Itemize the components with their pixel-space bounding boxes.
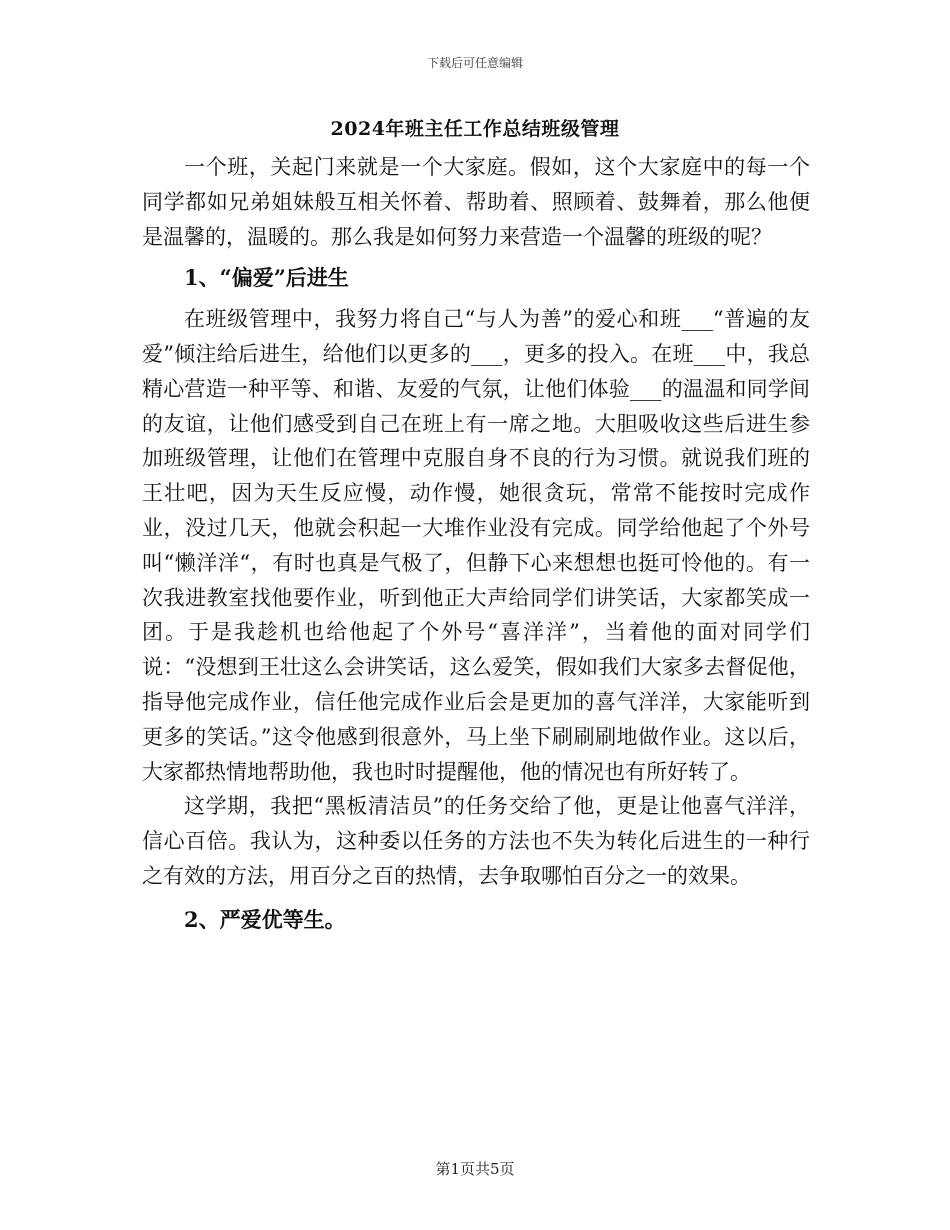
section-heading-2: 2、严爱优等生。 <box>184 906 346 932</box>
section-heading-1: 1、“偏爱”后进生 <box>184 265 349 291</box>
section1-paragraph-1: 在班级管理中，我努力将自己“与人为善”的爱心和班___“普遍的友爱”倾注给后进生，给他们以更多的___，更多的投入。在班___中，我总精心营造一种平等、和谐、友爱的气氛，让他们体验___的温温和同学间的友谊，让他们感受到自己在班上有一席之地。大胆吸收这些后进生参加班级管理，让他们在管理中克服自身不良的行为习惯。就说我们班的王壮吧，因为天生反应慢，动作慢，她很贪玩，常常不能按时完成作业，没过几天，他就会积起一大堆作业没有完成。同学给他起了个外号叫“懒洋洋“，有时也真是气极了，但静下心来想想也挺可怜他的。有一次我进教室找他要作业，听到他正大声给同学们讲笑话，大家都笑成一团。于是我趁机也给他起了个外号“喜洋洋”，当着他的面对同学们说：“没想到王壮这么会讲笑话，这么爱笑，假如我们大家多去督促他，指导他完成作业，信任他完成作业后会是更加的喜气洋洋，大家能听到更多的笑话。”这令他感到很意外，马上坐下刷刷刷地做作业。这以后，大家都热情地帮助他，我也时时提醒他，他的情况也有所好转了。 <box>142 307 810 784</box>
document-title: 2024年班主任工作总结班级管理 <box>330 118 620 140</box>
intro-paragraph: 一个班，关起门来就是一个大家庭。假如，这个大家庭中的每一个同学都如兄弟姐妹般互相关怀着、帮助着、照顾着、鼓舞着，那么他便是温馨的，温暖的。那么我是如何努力来营造一个温馨的班级的呢？ <box>142 155 810 249</box>
section1-paragraph-2: 这学期，我把“黑板清洁员”的任务交给了他，更是让他喜气洋洋，信心百倍。我认为，这种委以任务的方法也不失为转化后进生的一种行之有效的方法，用百分之百的热情，去争取哪怕百分之一的效果。 <box>142 794 810 888</box>
document-body <box>142 150 810 944</box>
page-footer: 第1页共5页 <box>435 1160 515 1178</box>
header-note: 下载后可任意编辑 <box>426 56 523 70</box>
